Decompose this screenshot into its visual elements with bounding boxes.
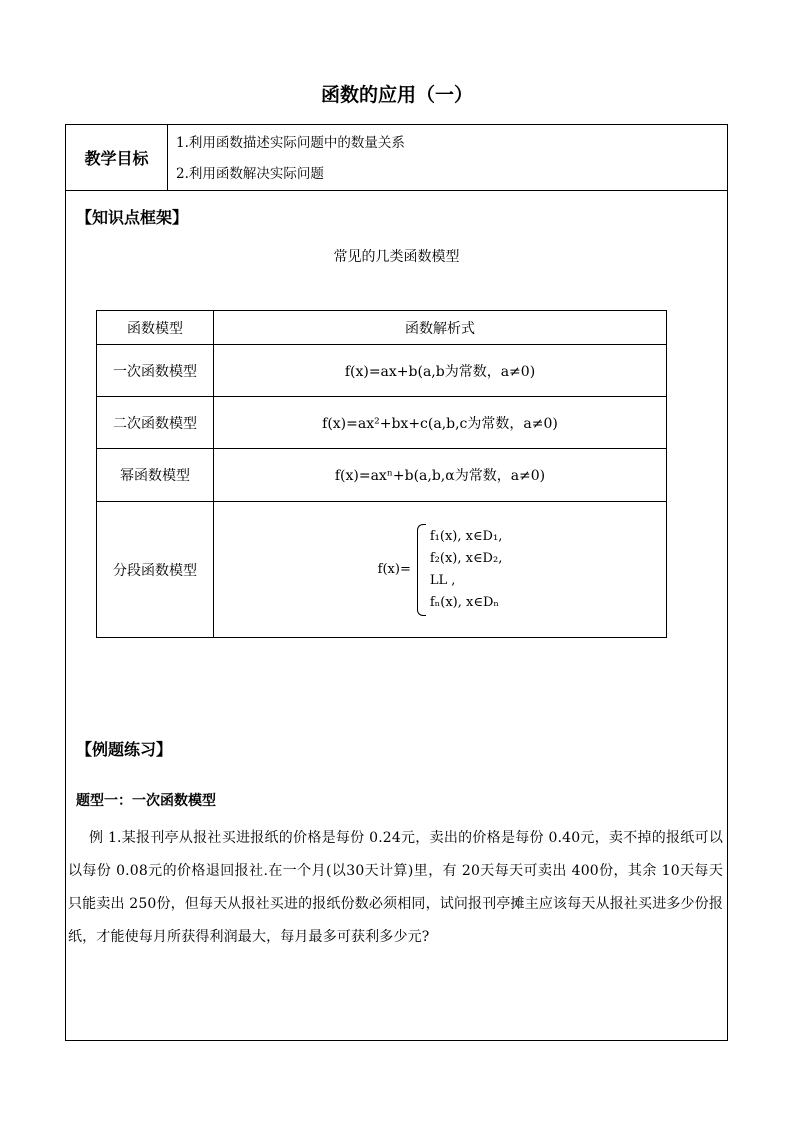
objectives-label: 教学目标 <box>66 125 168 190</box>
model-name-cell: 二次函数模型 <box>97 397 214 449</box>
page-title: 函数的应用（一） <box>320 84 473 106</box>
example-problem: 例 1.某报刊亭从报社买进报纸的价格是每份 0.24元，卖出的价格是每份 0.40元，卖不掉的报纸可以以每份 0.08元的价格退回报社.在一个月(以30天计算)里，有 20天每天可卖出 400份，其余 10天每天只能卖出 250份，但每天从报社买进的报纸份数必须相同，试问报刊亭摊主应该每天从报社买进多少份报纸，才能使每月所获得利润最大，每月最多可获利多少元? <box>68 830 723 945</box>
table-header-row <box>97 311 667 345</box>
piecewise-case: fₙ(x), x∈Dₙ <box>429 594 500 610</box>
knowledge-heading: 【知识点框架】 <box>76 208 189 227</box>
piecewise-formula-cell <box>214 502 667 638</box>
formula-cell: f(x)=ax+b(a,b为常数，a≠0) <box>214 345 667 397</box>
model-name-cell: 分段函数模型 <box>97 502 214 638</box>
table-row <box>97 449 667 502</box>
function-model-table <box>96 310 667 638</box>
piecewise-case: f₂(x), x∈D₂, <box>429 550 503 566</box>
table-header-cell: 函数解析式 <box>214 311 667 345</box>
objective-item: 2.利用函数解决实际问题 <box>176 166 324 182</box>
piecewise-lhs: f(x)= <box>377 562 411 577</box>
model-table-caption: 常见的几类函数模型 <box>333 249 460 265</box>
table-row <box>97 397 667 449</box>
piecewise-case: LL , <box>429 572 456 588</box>
table-header-cell: 函数模型 <box>97 311 214 345</box>
question-type-heading: 题型一：一次函数模型 <box>76 793 216 809</box>
objectives-row <box>66 125 727 191</box>
examples-heading: 【例题练习】 <box>76 740 173 759</box>
table-row <box>97 345 667 397</box>
left-brace-icon <box>417 524 426 616</box>
formula-cell: f(x)=axⁿ+b(a,b,α为常数，a≠0) <box>214 449 667 502</box>
table-row <box>97 502 667 638</box>
piecewise-cases <box>430 526 502 614</box>
objective-item: 1.利用函数描述实际问题中的数量关系 <box>176 135 405 151</box>
piecewise-formula <box>378 524 503 616</box>
lesson-frame <box>65 124 728 1041</box>
model-name-cell: 一次函数模型 <box>97 345 214 397</box>
piecewise-case: f₁(x), x∈D₁, <box>429 528 503 544</box>
model-name-cell: 幂函数模型 <box>97 449 214 502</box>
formula-cell: f(x)=ax²+bx+c(a,b,c为常数，a≠0) <box>214 397 667 449</box>
